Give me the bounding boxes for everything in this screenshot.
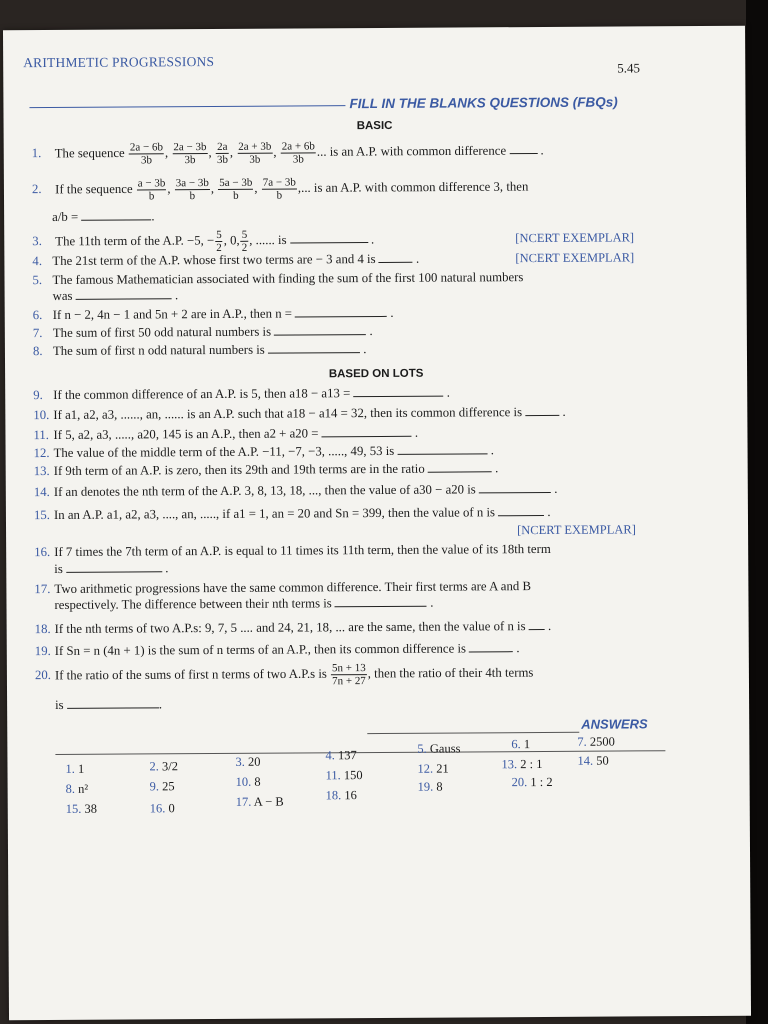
question-1: 1. The sequence $\frac{2a - 6b}{3b}$ , $\frac{2a - 3b}{3b}$ , $\frac{2a}{3b}$ , $\frac{2a + 3b}{3b}$ , $\frac{2a + 6b}{3b}$ ... is an A.P. with common difference . <box>31 140 544 167</box>
answer-number: 14. <box>577 753 594 768</box>
answer-item <box>511 737 530 752</box>
question-19: 19. If Sn = n (4n + 1) is the sum of n terms of an A.P., then its common difference is . <box>34 641 520 659</box>
textbook-page <box>3 26 751 1021</box>
answer-item <box>417 762 448 777</box>
answer-item <box>150 779 175 794</box>
answer-number: 7. <box>577 734 587 749</box>
answer-value: 8 <box>436 779 443 794</box>
answer-item <box>149 759 178 774</box>
answer-item <box>65 762 84 777</box>
answer-number: 15. <box>65 801 82 816</box>
question-8: 8. The sum of first n odd natural numbers is . <box>32 342 367 359</box>
answer-item <box>512 775 553 790</box>
question-15-tag-line <box>34 522 654 538</box>
answers-title: ANSWERS <box>581 716 648 732</box>
answer-item <box>577 754 608 769</box>
answers-rule <box>55 750 665 755</box>
answer-item <box>236 775 261 790</box>
fraction: $\frac{2a - 3b}{3b}$ <box>173 141 207 167</box>
answer-number: 18. <box>325 788 342 803</box>
answer-item <box>66 802 97 817</box>
fraction: $\frac{2a}{3b}$ <box>216 140 228 166</box>
answer-blank <box>67 707 159 709</box>
answer-blank <box>66 571 162 573</box>
answer-value: 21 <box>436 761 449 776</box>
answers-rule <box>367 732 579 734</box>
answer-blank <box>354 396 444 398</box>
answer-value: 1 <box>77 761 85 776</box>
answer-blank <box>428 471 492 472</box>
question-20-line-2: is . <box>55 697 163 712</box>
answer-number: 20. <box>511 775 528 790</box>
section-title: FILL IN THE BLANKS QUESTIONS (FBQs) <box>349 94 618 112</box>
question-7: 7. The sum of first 50 odd natural numbers is . <box>32 324 373 341</box>
answer-number: 5. <box>417 741 427 756</box>
fraction: $\frac{5a - 3b}{b}$ <box>219 176 253 202</box>
answer-blank <box>498 515 544 516</box>
ncert-tag: [NCERT EXEMPLAR] <box>517 522 636 538</box>
answer-item <box>66 782 89 797</box>
answer-number: 10. <box>235 774 252 789</box>
question-2-line-2: a/b = . <box>52 209 155 224</box>
answer-number: 11. <box>325 768 341 783</box>
answer-number: 8. <box>65 781 76 796</box>
question-5-line-2: was . <box>52 288 179 303</box>
question-5: 5. The famous Mathematician associated with finding the sum of the first 100 natural numbers <box>32 270 524 288</box>
answer-blank <box>268 352 360 354</box>
ncert-tag: [NCERT EXEMPLAR] <box>515 230 635 246</box>
answer-value: Gauss <box>429 741 461 756</box>
question-15: 15. In an A.P. a1, a2, a3, ...., an, ....., if a1 = 1, an = 20 and Sn = 399, then the value of n is . <box>33 504 551 523</box>
question-17-line-2: respectively. The difference between their nth terms is . <box>54 595 434 612</box>
section-lots: BASED ON LOTS <box>328 367 424 381</box>
section-basic: BASIC <box>356 119 393 133</box>
answer-blank <box>274 334 366 336</box>
answer-value: 3/2 <box>161 759 179 774</box>
answer-blank <box>529 629 545 630</box>
question-10: 10. If a1, a2, a3, ......, an, ...... is an A.P. such that a18 − a14 = 32, then its common difference is . <box>33 404 566 423</box>
answer-number: 6. <box>511 737 521 752</box>
question-12: 12. The value of the middle term of the A.P. −11, −7, −3, ....., 49, 53 is . <box>33 443 494 461</box>
answer-value: 25 <box>162 779 175 794</box>
answer-blank <box>76 298 172 300</box>
question-20: 20. If the ratio of the sums of first n terms of two A.P.s is $\frac{5n + 13}{7n + 27}$ , then the ratio of their 4th terms <box>34 662 534 688</box>
fraction: $\frac{5}{2}$ <box>216 228 222 254</box>
fraction: $\frac{3a - 3b}{b}$ <box>175 177 209 203</box>
answer-value: 137 <box>337 748 357 763</box>
answer-blank <box>379 262 413 263</box>
answer-item <box>418 780 443 795</box>
question-3: 3. The 11th term of the A.P. −5, − $\frac{5}{2}$ , 0, $\frac{5}{2}$ , ...... is . [NCERT EXEMPLAR] <box>32 228 635 254</box>
answer-item <box>417 741 460 756</box>
answer-item <box>577 735 615 750</box>
answer-item <box>235 755 260 770</box>
answer-value: 1 <box>523 737 531 752</box>
answer-value: 2500 <box>589 734 615 749</box>
answer-number: 1. <box>65 761 75 776</box>
question-16: 16. If 7 times the 7th term of an A.P. is equal to 11 times its 11th term, then the value of its 18th term <box>34 541 551 560</box>
answer-number: 2. <box>149 759 159 774</box>
fraction: $\frac{5n + 13}{7n + 27}$ <box>331 662 366 688</box>
question-18: 18. If the nth terms of two A.P.s: 9, 7, 5 .... and 24, 21, 18, ... are the same, then the value of n is . <box>34 618 552 637</box>
answer-item <box>236 795 284 810</box>
answer-blank <box>525 415 559 416</box>
question-6: 6. If n − 2, 4n − 1 and 5n + 2 are in A.P., then n = . <box>32 305 394 323</box>
answer-number: 16. <box>149 801 166 816</box>
fraction: $\frac{2a + 3b}{3b}$ <box>238 140 272 166</box>
fraction: $\frac{5}{2}$ <box>241 228 248 254</box>
answer-value: 20 <box>247 754 261 769</box>
question-13: 13. If 9th term of an A.P. is zero, then its 29th and 19th terms are in the ratio . <box>33 461 499 479</box>
answer-value: 38 <box>84 801 98 816</box>
fraction: $\frac{7a - 3b}{b}$ <box>262 176 296 202</box>
title-rule <box>29 105 345 108</box>
answer-blank <box>509 153 537 154</box>
answer-blank <box>322 436 412 438</box>
answer-number: 13. <box>501 757 518 772</box>
question-9: 9. If the common difference of an A.P. is 5, then a18 − a13 = . <box>33 385 450 403</box>
answer-item <box>150 801 175 816</box>
answer-value: 0 <box>168 801 175 816</box>
answer-number: 12. <box>417 761 434 776</box>
answer-blank <box>469 651 513 652</box>
fraction: $\frac{2a - 6b}{3b}$ <box>129 141 164 167</box>
answer-value: 2 : 1 <box>520 756 543 772</box>
answer-value: 1 : 2 <box>530 774 553 790</box>
answer-blank <box>335 606 427 608</box>
question-16-line-2: is . <box>54 561 169 576</box>
question-4: 4. The 21st term of the A.P. whose first two terms are − 3 and 4 is . [NCERT EXEMPLAR] <box>32 250 635 269</box>
answer-item <box>326 788 357 803</box>
answer-value: n² <box>78 781 89 796</box>
fraction: $\frac{a - 3b}{b}$ <box>137 177 166 203</box>
fraction: $\frac{2a + 6b}{3b}$ <box>281 140 315 166</box>
answer-number: 3. <box>235 754 245 769</box>
answer-value: 150 <box>343 768 363 783</box>
answer-value: 50 <box>596 753 609 768</box>
question-11: 11. If 5, a2, a3, ....., a20, 145 is an A.P., then a2 + a20 = . <box>33 425 419 443</box>
answer-value: A − B <box>253 794 284 809</box>
answer-blank <box>290 242 368 243</box>
question-14: 14. If an denotes the nth term of the A.P. 3, 8, 13, 18, ..., then the value of a30 − a20 is . <box>33 481 558 500</box>
answer-number: 19. <box>417 779 434 794</box>
question-17: 17. Two arithmetic progressions have the same common difference. Their first terms are A and B <box>34 579 532 597</box>
answer-item <box>501 757 542 772</box>
answer-item <box>325 748 356 763</box>
page-number: 5.45 <box>617 60 641 76</box>
answer-blank <box>81 219 151 220</box>
answer-blank <box>397 453 487 455</box>
answer-blank <box>479 492 551 493</box>
chapter-header: ARITHMETIC PROGRESSIONS <box>23 53 215 71</box>
ncert-tag: [NCERT EXEMPLAR] <box>515 250 635 266</box>
answer-item <box>325 768 362 783</box>
answer-value: 8 <box>254 774 261 789</box>
answer-number: 9. <box>149 779 160 794</box>
question-2: 2. If the sequence $\frac{a - 3b}{b}$ , $\frac{3a - 3b}{b}$ , $\frac{5a - 3b}{b}$ , $\frac{7a - 3b}{b}$ ,... is an A.P. with common difference 3, then <box>31 176 529 203</box>
answer-value: 16 <box>344 788 357 803</box>
answer-number: 17. <box>235 794 252 809</box>
answer-blank <box>295 316 387 318</box>
answer-number: 4. <box>325 748 335 763</box>
